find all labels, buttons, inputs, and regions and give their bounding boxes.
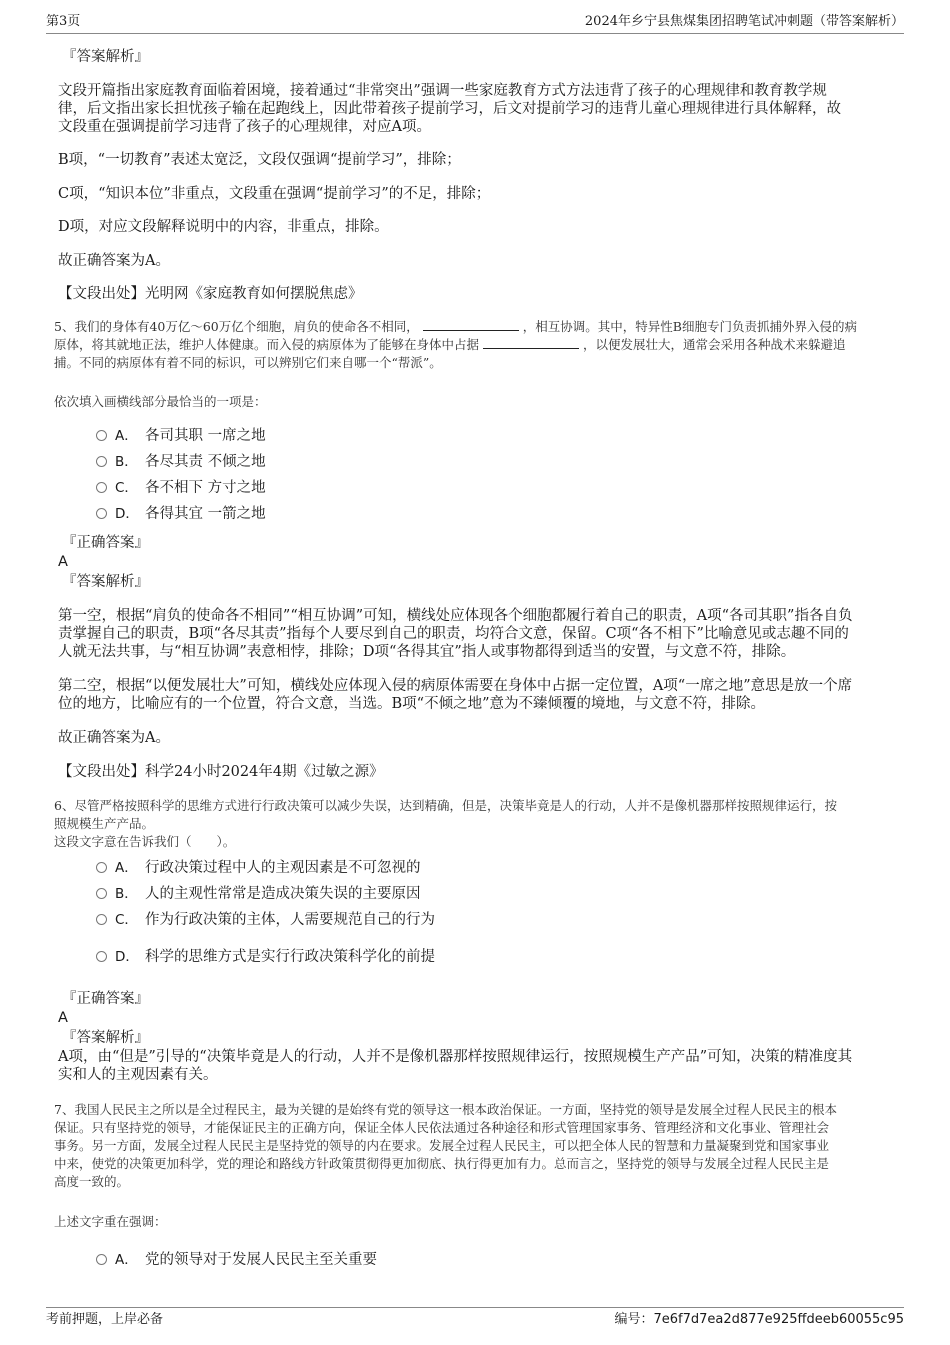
page-number: 第3页 bbox=[46, 14, 81, 29]
q5-option-c[interactable] bbox=[96, 478, 266, 498]
fill-blank-1 bbox=[423, 318, 519, 331]
text-line: 事务。另一方面，发展全过程人民民主是坚持党的领导的内在要求。发展全过程人民民主，可以把全体人民的智慧和力量凝聚到党和国家事业 bbox=[54, 1138, 830, 1153]
document-title: 2024年乡宁县焦煤集团招聘笔试冲刺题（带答案解析） bbox=[584, 14, 904, 29]
text-line: 律，后文指出家长担忧孩子输在起跑线上，因此带着孩子提前学习，后文对提前学习的违背儿童心理规律进行具体解释，故 bbox=[58, 101, 841, 117]
option-text: 行政决策过程中人的主观因素是不可忽视的 bbox=[145, 860, 421, 876]
option-text: 人的主观性常常是造成决策失误的主要原因 bbox=[145, 886, 421, 902]
q4-option-b-note: B项，“一切教育”表述太宽泛，文段仅强调“提前学习”，排除； bbox=[58, 152, 461, 168]
text-line: 7、我国人民民主之所以是全过程民主，最为关键的是始终有党的领导这一根本政治保证。一方面，坚持党的领导是发展全过程人民民主的根本 bbox=[54, 1102, 837, 1117]
q6-option-a[interactable] bbox=[96, 858, 421, 878]
q5-source: 【文段出处】科学24小时2024年4期《过敏之源》 bbox=[58, 764, 384, 780]
q5-analysis-para2 bbox=[58, 677, 852, 713]
q7-stem bbox=[54, 1101, 837, 1191]
option-letter: B． bbox=[115, 454, 138, 470]
text-line: 位的地方，比喻应有的一个位置，符合文意，当选。B项“不倾之地”意为不臻倾覆的境地，与文意不符，排除。 bbox=[58, 696, 765, 712]
q4-option-c-note: C项，“知识本位”非重点，文段重在强调“提前学习”的不足，排除； bbox=[58, 186, 491, 202]
q6-stem bbox=[54, 797, 837, 851]
radio-icon[interactable] bbox=[96, 862, 107, 873]
text-line: 实和人的主观因素有关。 bbox=[58, 1067, 218, 1083]
option-letter: C． bbox=[115, 912, 138, 928]
q4-analysis-label: 『答案解析』 bbox=[62, 49, 149, 65]
q4-option-d-note: D项，对应文段解释说明中的内容，非重点，排除。 bbox=[58, 219, 389, 235]
q5-option-b[interactable] bbox=[96, 452, 266, 472]
text-segment: 5、我们的身体有40万亿～60万亿个细胞，肩负的使命各不相同， bbox=[54, 319, 419, 334]
text-line: 第二空，根据“以便发展壮大”可知，横线处应体现入侵的病原体需要在身体中占据一定位置，A项“一席之地”意思是放一个席 bbox=[58, 678, 853, 694]
radio-icon[interactable] bbox=[96, 508, 107, 519]
text-line bbox=[54, 336, 857, 354]
code-label: 编号： bbox=[614, 1312, 654, 1327]
text-line: 责掌握自己的职责，B项“各尽其责”指每个人要尽到自己的职责，均符合文意，保留。C项“各不相下”比喻意见或志趣不同的 bbox=[58, 626, 849, 642]
code-value: 7e6f7d7ea2d877e925ffdeeb60055c95 bbox=[653, 1312, 904, 1327]
option-letter: D． bbox=[115, 949, 139, 965]
q5-option-a[interactable] bbox=[96, 426, 266, 446]
option-letter: B． bbox=[115, 886, 138, 902]
option-letter: C． bbox=[115, 480, 138, 496]
q5-option-d[interactable] bbox=[96, 504, 266, 524]
q6-correct-label: 『正确答案』 bbox=[62, 991, 149, 1007]
q5-stem bbox=[54, 318, 857, 372]
document-code bbox=[614, 1310, 904, 1330]
page-header bbox=[46, 13, 904, 34]
option-text: 党的领导对于发展人民民主至关重要 bbox=[145, 1252, 377, 1268]
text-line bbox=[54, 318, 857, 336]
text-line: 人就无法共事，与“相互协调”表意相悖，排除；D项“各得其宜”指人或事物都得到适当的安置，与文意不符，排除。 bbox=[58, 644, 796, 660]
q6-analysis-paragraph bbox=[58, 1048, 852, 1084]
option-text: 各司其职 一席之地 bbox=[145, 428, 266, 444]
radio-icon[interactable] bbox=[96, 914, 107, 925]
page-footer bbox=[46, 1307, 904, 1330]
option-letter: D． bbox=[115, 506, 139, 522]
q6-option-d[interactable] bbox=[96, 947, 435, 967]
option-text: 各尽其责 不倾之地 bbox=[145, 454, 266, 470]
q6-option-b[interactable] bbox=[96, 884, 421, 904]
option-text: 作为行政决策的主体，人需要规范自己的行为 bbox=[145, 912, 435, 928]
radio-icon[interactable] bbox=[96, 888, 107, 899]
q5-prompt: 依次填入画横线部分最恰当的一项是： bbox=[54, 394, 267, 409]
q4-analysis-paragraph bbox=[58, 82, 841, 136]
q7-prompt: 上述文字重在强调： bbox=[54, 1214, 167, 1229]
text-line: 第一空，根据“肩负的使命各不相同”“相互协调”可知，横线处应体现各个细胞都履行着自己的职责，A项“各司其职”指各自负 bbox=[58, 608, 853, 624]
text-line: 捕。不同的病原体有着不同的标识，可以辨别它们来自哪一个“帮派”。 bbox=[54, 355, 442, 370]
q7-option-a[interactable] bbox=[96, 1250, 377, 1270]
option-letter: A． bbox=[115, 1252, 138, 1268]
option-text: 科学的思维方式是实行行政决策科学化的前提 bbox=[145, 949, 435, 965]
q5-answer: A bbox=[58, 554, 68, 570]
fill-blank-2 bbox=[483, 336, 579, 349]
radio-icon[interactable] bbox=[96, 482, 107, 493]
q5-correct-label: 『正确答案』 bbox=[62, 535, 149, 551]
radio-icon[interactable] bbox=[96, 951, 107, 962]
text-line: 6、尽管严格按照科学的思维方式进行行政决策可以减少失误，达到精确，但是，决策毕竟是人的行动，人并不是像机器那样按照规律运行，按 bbox=[54, 798, 837, 813]
q6-prompt: 这段文字意在告诉我们（ ）。 bbox=[54, 834, 236, 849]
option-letter: A． bbox=[115, 428, 138, 444]
q6-answer: A bbox=[58, 1010, 68, 1026]
radio-icon[interactable] bbox=[96, 430, 107, 441]
option-letter: A． bbox=[115, 860, 138, 876]
q4-conclusion: 故正确答案为A。 bbox=[58, 253, 170, 269]
text-line: 高度一致的。 bbox=[54, 1174, 130, 1189]
q5-analysis-para1 bbox=[58, 607, 852, 661]
q5-conclusion: 故正确答案为A。 bbox=[58, 730, 170, 746]
text-segment: 原体，将其就地正法，维护人体健康。而入侵的病原体为了能够在身体中占据 bbox=[54, 337, 480, 352]
radio-icon[interactable] bbox=[96, 456, 107, 467]
text-line: 照规模生产产品。 bbox=[54, 816, 155, 831]
q6-option-c[interactable] bbox=[96, 910, 435, 930]
text-line: 文段重在强调提前学习违背了孩子的心理规律，对应A项。 bbox=[58, 119, 431, 135]
option-text: 各不相下 方寸之地 bbox=[145, 480, 266, 496]
footer-slogan: 考前押题，上岸必备 bbox=[46, 1312, 164, 1327]
text-line: 保证。只有坚持党的领导，才能保证民主的正确方向，保证全体人民依法通过各种途径和形式管理国家事务、管理经济和文化事业、管理社会 bbox=[54, 1120, 830, 1135]
text-segment: ，以便发展壮大，通常会采用各种战术来躲避追 bbox=[583, 337, 846, 352]
text-segment: ，相互协调。其中，特异性B细胞专门负责抓捕外界入侵的病 bbox=[522, 319, 857, 334]
radio-icon[interactable] bbox=[96, 1254, 107, 1265]
option-text: 各得其宜 一箭之地 bbox=[145, 506, 266, 522]
q5-analysis-label: 『答案解析』 bbox=[62, 574, 149, 590]
q6-analysis-label: 『答案解析』 bbox=[62, 1030, 149, 1046]
text-line: A项，由“但是”引导的“决策毕竟是人的行动，人并不是像机器那样按照规律运行，按照规模生产产品”可知，决策的精准度其 bbox=[58, 1049, 853, 1065]
text-line: 中来，使党的决策更加科学，党的理论和路线方针政策贯彻得更加彻底、执行得更加有力。总而言之，坚持党的领导与发展全过程人民民主是 bbox=[54, 1156, 830, 1171]
q4-source: 【文段出处】光明网《家庭教育如何摆脱焦虑》 bbox=[58, 286, 363, 302]
text-line: 文段开篇指出家庭教育面临着困境，接着通过“非常突出”强调一些家庭教育方式方法违背了孩子的心理规律和教育教学规 bbox=[58, 83, 827, 99]
